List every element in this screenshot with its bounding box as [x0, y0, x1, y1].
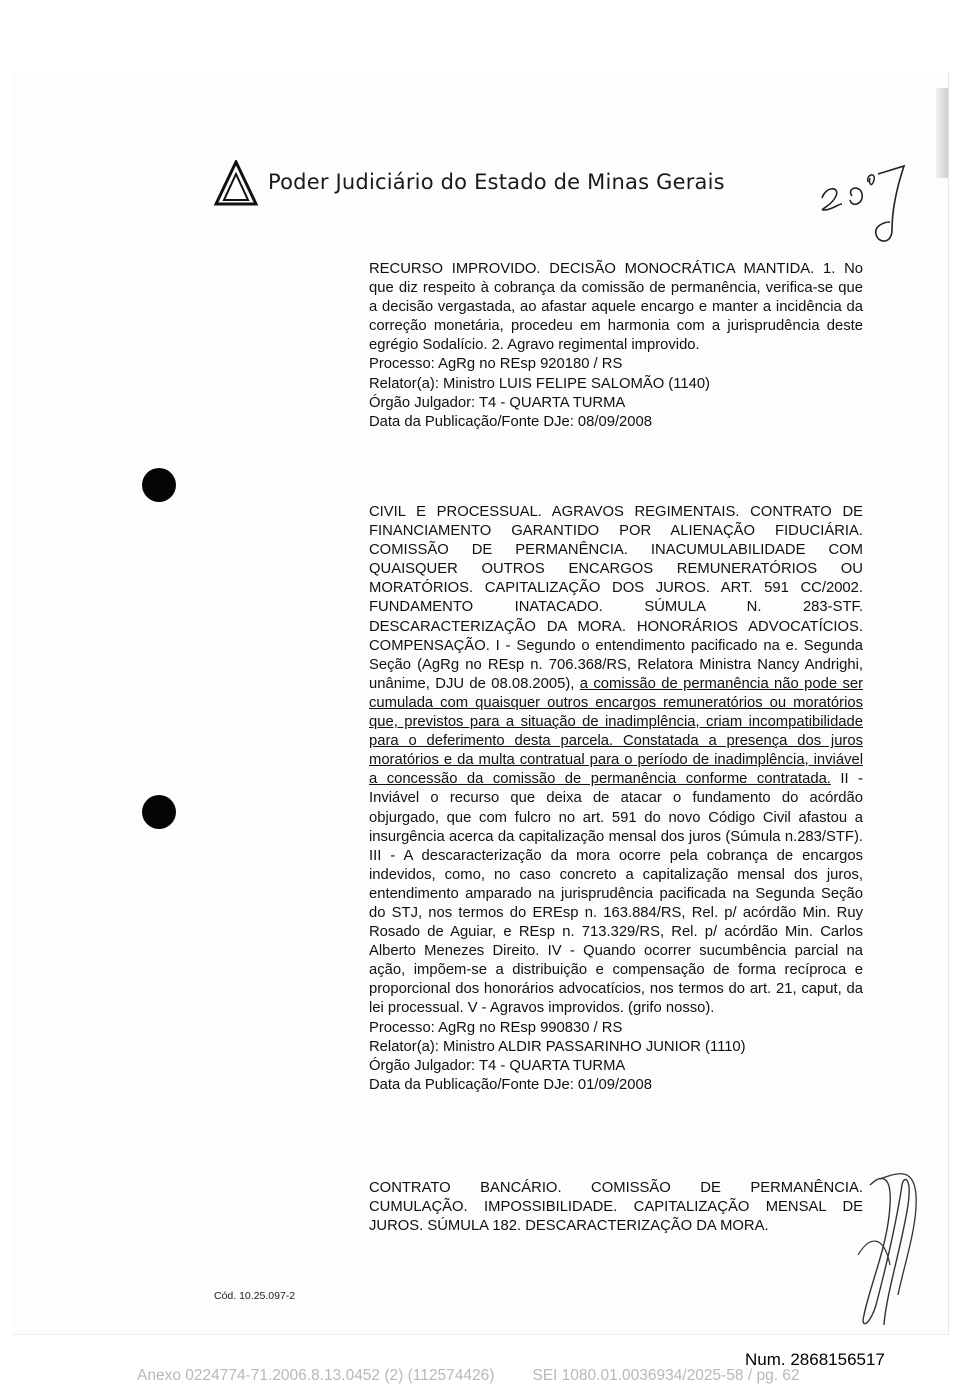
- jurisprudence-block-1: [369, 260, 863, 432]
- court-title: Poder Judiciário do Estado de Minas Gerais: [268, 170, 725, 194]
- annex-footer: [137, 1367, 800, 1385]
- punch-hole: [142, 795, 176, 829]
- scan-edge-shadow: [936, 88, 948, 178]
- case-number: Processo: AgRg no REsp 990830 / RS: [369, 1019, 623, 1036]
- document-number: Num. 2868156517: [745, 1350, 885, 1369]
- ruling-summary: RECURSO IMPROVIDO. DECISÃO MONOCRÁTICA MANTIDA. 1. No que diz respeito à cobrança da comissão de permanência, verifica-se que a decisão vergastada, ao afastar aquele encargo e manter a incidência da correção monetária, procedeu em harmonia com a jurisprudência deste egrégio Sodalício. 2. Agravo regimental improvido.: [369, 261, 863, 354]
- judging-body: Órgão Julgador: T4 - QUARTA TURMA: [369, 394, 626, 411]
- form-code: Cód. 10.25.097-2: [214, 1290, 296, 1302]
- sei-reference: SEI 1080.01.0036934/2025-58 / pg. 62: [532, 1367, 800, 1384]
- ruling-summary: [369, 503, 863, 1019]
- rapporteur: Relator(a): Ministro LUIS FELIPE SALOMÃO (1140): [369, 375, 710, 392]
- judging-body: Órgão Julgador: T4 - QUARTA TURMA: [369, 1057, 626, 1074]
- handwritten-folio-number: [812, 160, 924, 250]
- case-number: Processo: AgRg no REsp 920180 / RS: [369, 356, 623, 373]
- publication-date: Data da Publicação/Fonte DJe: 08/09/2008: [369, 413, 652, 430]
- ruling-summary: CONTRATO BANCÁRIO. COMISSÃO DE PERMANÊNCIA. CUMULAÇÃO. IMPOSSIBILIDADE. CAPITALIZAÇÃO MENSAL DE JUROS. SÚMULA 182. DESCARACTERIZAÇÃO DA MORA.: [369, 1180, 863, 1235]
- publication-date: Data da Publicação/Fonte DJe: 01/09/2008: [369, 1076, 652, 1093]
- annex-reference: Anexo 0224774-71.2006.8.13.0452 (2) (112574426): [137, 1367, 495, 1384]
- rapporteur: Relator(a): Ministro ALDIR PASSARINHO JUNIOR (1110): [369, 1038, 746, 1055]
- summary-text-end: II - Inviável o recurso que deixa de atacar o fundamento do acórdão objurgado, que com fulcro no art. 591 do novo Código Civil afastou a insurgência acerca da capitalização mensal dos juros (Súmula n.283/STF). III - A descaracterização da mora ocorre pela cobrança de encargos indevidos, como, no caso concreto a capitalização mensal dos juros, entendimento amparado na jurisprudência pacificada na Segunda Seção do STJ, nos termos do EREsp n. 163.884/RS, Rel. p/ acórdão Min. Ruy Rosado de Aguiar, e REsp n. 713.329/RS, Rel. p/ acórdão Min. Carlos Alberto Menezes Direito. IV - Quando ocorrer sucumbência parcial na ação, impõem-se a distribuição e compensação de forma recíproca e proporcional dos honorários advocatícios, nos termos do art. 21, caput, da lei processual. V - Agravos improvidos. (grifo nosso).: [369, 771, 864, 1017]
- jurisprudence-block-2: [369, 503, 863, 1095]
- summary-text-start: CIVIL E PROCESSUAL. AGRAVOS REGIMENTAIS. CONTRATO DE FINANCIAMENTO GARANTIDO POR ALIENAÇÃO FIDUCIÁRIA. COMISSÃO DE PERMANÊNCIA. INACUMULABILIDADE COM QUAISQUER OUTROS ENCARGOS REMUNERATÓRIOS OU MORATÓRIOS. CAPITALIZAÇÃO DOS JUROS. ART. 591 CC/2002. FUNDAMENTO INATACADO. SÚMULA N. 283-STF. DESCARACTERIZAÇÃO DA MORA. HONORÁRIOS ADVOCATÍCIOS. COMPENSAÇÃO. I - Segundo o entendimento pacificado na e. Segunda Seção (AgRg no REsp n. 706.368/RS, Relatora Ministra Nancy Andrighi, unânime, DJU de 08.08.2005),: [369, 504, 863, 692]
- handwritten-initials-signature: [840, 1165, 930, 1335]
- underlined-emphasis: a comissão de permanência não pode ser cumulada com quaisquer outros encargos remuneratórios ou moratórios que, previstos para a situação de inadimplência, criam incompatibilidade para o deferimento desta parcela. Constatada a presença dos juros moratórios e da multa contratual para o período de inadimplência, inviável a concessão da comissão de permanência conforme contratada.: [369, 675, 863, 788]
- court-logo-icon: [214, 160, 258, 206]
- punch-hole: [142, 468, 176, 502]
- jurisprudence-block-3: [369, 1179, 863, 1236]
- page-header: [214, 160, 774, 206]
